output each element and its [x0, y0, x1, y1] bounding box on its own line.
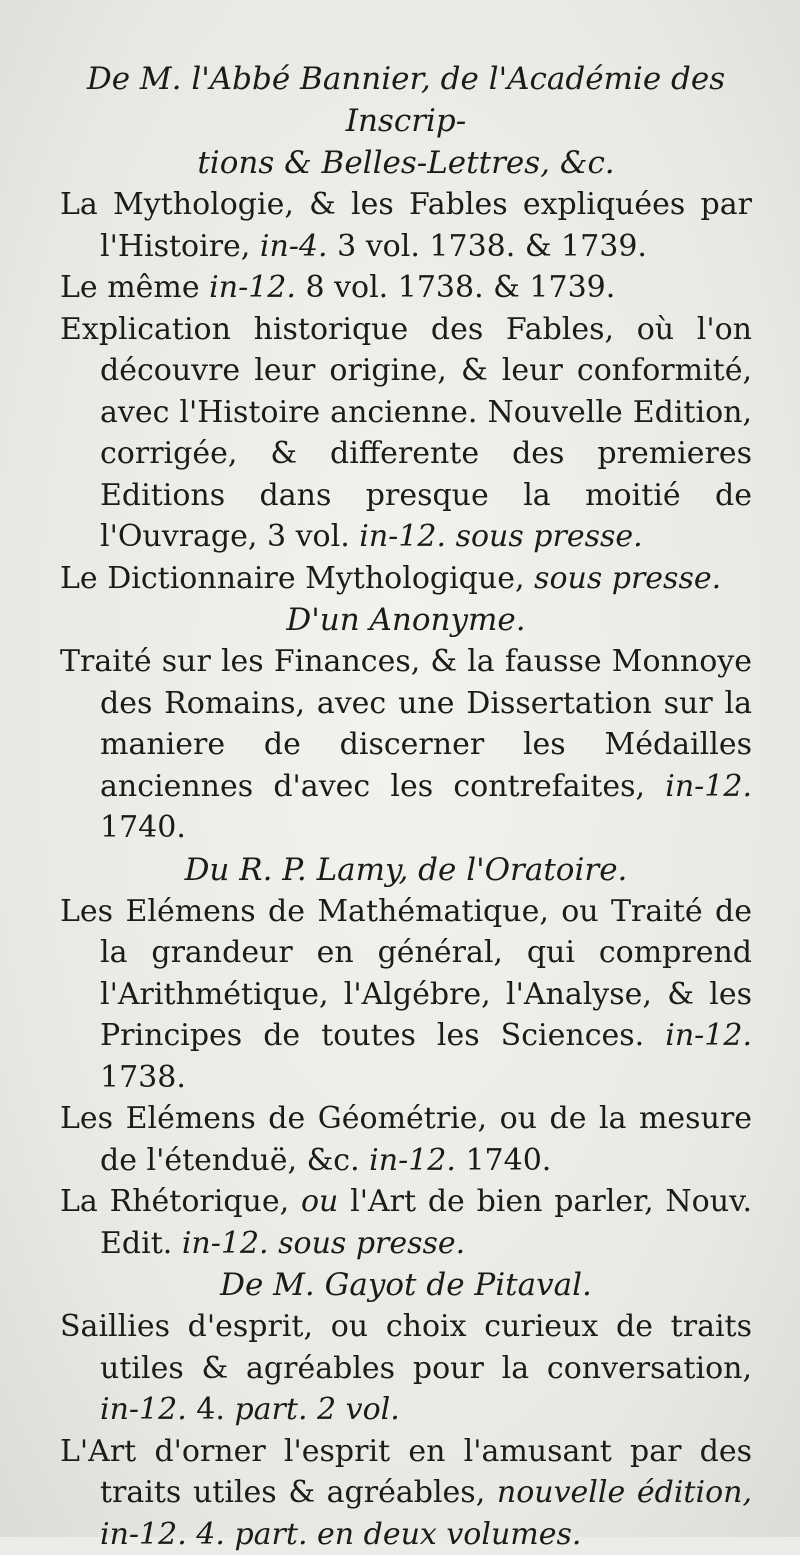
entry-italic: sous presse. [534, 561, 721, 596]
catalogue-entry [60, 1431, 752, 1555]
entry-italic: in-12. sous presse. [359, 519, 642, 554]
entry-italic: in-12. [209, 270, 296, 305]
entry-italic: ou [301, 1184, 338, 1219]
section-anonyme [60, 599, 752, 849]
entry-italic: in-12. [100, 1392, 187, 1427]
catalogue-entry [60, 558, 752, 600]
entry-text: Les Elémens de Mathématique, ou Traité de la grandeur en général, qui comprend l'Arithmétique, l'Algébre, l'Analyse, & les Principes de toutes les Sciences. [60, 894, 752, 1054]
entry-text: Les Elémens de Géométrie, ou de la mesure de l'étenduë, &c. [60, 1101, 752, 1178]
section-heading [60, 58, 752, 184]
section-pitaval [60, 1264, 752, 1555]
entry-italic: in-12. [369, 1143, 456, 1178]
entry-tail: 1740. [100, 810, 186, 845]
entry-italic: in-12. [665, 769, 752, 804]
entry-text: La Mythologie, & les Fables expliquées par l'Histoire, [60, 187, 752, 264]
entry-tail: 3 vol. 1738. & 1739. [328, 229, 647, 264]
section-heading: D'un Anonyme. [60, 599, 752, 641]
entry-text: L'Art d'orner l'esprit en l'amusant par des traits utiles & agréables, [60, 1434, 752, 1511]
section-heading-line: tions & Belles-Lettres, &c. [197, 145, 614, 181]
entry-text: Le même [60, 270, 209, 305]
section-heading-line: De M. l'Abbé Bannier, de l'Académie des Inscrip- [87, 61, 725, 139]
entry-text: Saillies d'esprit, ou choix curieux de traits utiles & agréables pour la conversation, [60, 1309, 752, 1386]
section-heading: Du R. P. Lamy, de l'Oratoire. [60, 849, 752, 891]
catalogue-entry [60, 641, 752, 849]
entry-italic: in-12. sous presse. [182, 1226, 465, 1261]
catalogue-entry [60, 309, 752, 558]
entry-tail: l'Art de bien parler, Nouv. Edit. [100, 1184, 752, 1261]
entry-tail: 4. [187, 1392, 235, 1427]
entry-text: Explication historique des Fables, où l'on découvre leur origine, & leur conformité, avec l'Histoire ancienne. Nouvelle Edition, corrigée, & differente des premieres Editions dans presque la moitié de l'Ouvrage, 3 vol. [60, 312, 752, 555]
section-heading: De M. Gayot de Pitaval. [60, 1264, 752, 1306]
entry-italic: in-4. [260, 229, 328, 264]
catalogue-entry [60, 184, 752, 267]
entry-italic: in-12. [665, 1018, 752, 1053]
entry-tail: 1740. [456, 1143, 551, 1178]
entry-text: Le Dictionnaire Mythologique, [60, 561, 534, 596]
catalogue-entry [60, 267, 752, 309]
catalogue-entry [60, 891, 752, 1099]
section-lamy [60, 849, 752, 1265]
catalogue-entry [60, 1181, 752, 1264]
catalogue-entry [60, 1306, 752, 1431]
entry-italic: nouvelle édition, in-12. 4. part. en deux volumes. [100, 1475, 752, 1552]
entry-tail: 1738. [100, 1060, 186, 1095]
entry-text: La Rhétorique, [60, 1184, 301, 1219]
catalogue-entry [60, 1098, 752, 1181]
entry-text: Traité sur les Finances, & la fausse Monnoye des Romains, avec une Dissertation sur la maniere de discerner les Médailles anciennes d'avec les contrefaites, [60, 644, 752, 804]
entry-italic: part. 2 vol. [234, 1392, 399, 1427]
entry-tail: 8 vol. 1738. & 1739. [296, 270, 615, 305]
section-bannier [60, 58, 752, 599]
